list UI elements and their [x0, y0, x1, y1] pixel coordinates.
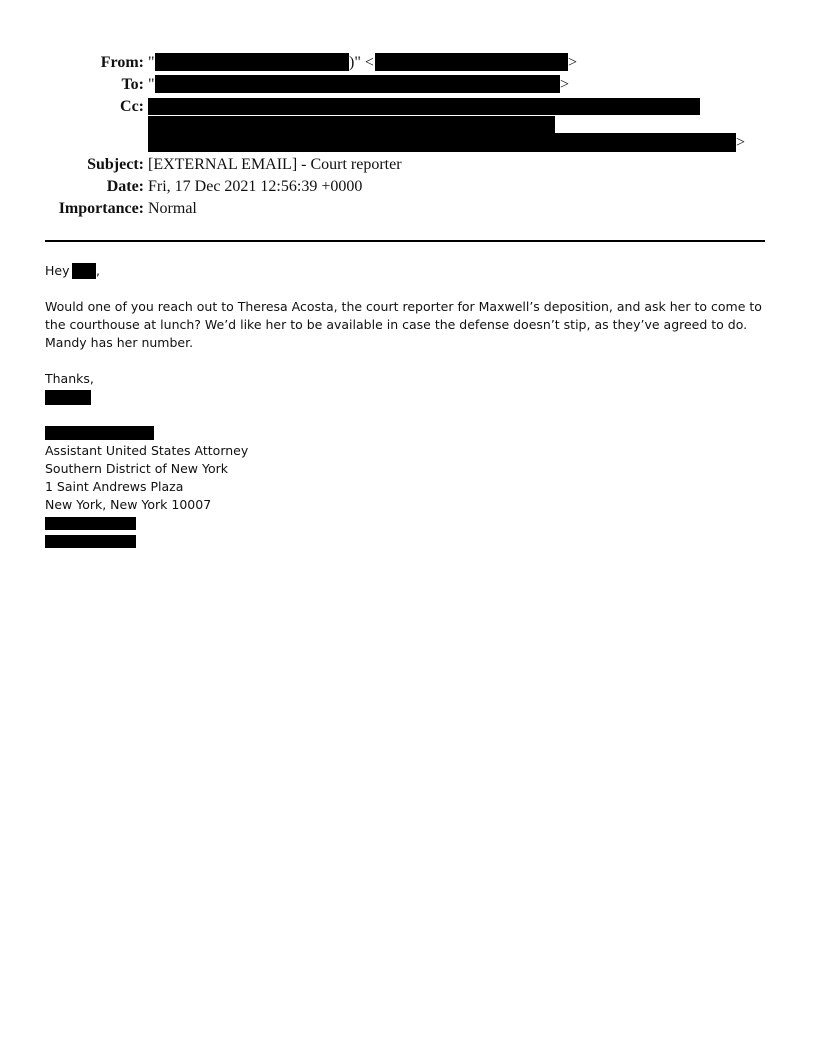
- to-label: To:: [121, 76, 144, 93]
- closing: Thanks,: [45, 371, 94, 386]
- greeting-name-redaction: [72, 263, 96, 279]
- subject-value: [EXTERNAL EMAIL] - Court reporter: [148, 156, 402, 173]
- signature-title: Assistant United States Attorney: [45, 443, 249, 458]
- header-divider: [45, 240, 765, 242]
- sender-fullname-redaction: [45, 426, 154, 440]
- to-close: >: [560, 76, 570, 93]
- greeting-suffix: ,: [96, 263, 100, 278]
- message-paragraph: Would one of you reach out to Theresa Acosta, the court reporter for Maxwell’s deposition, and ask her to come to the courthouse at lunch? We’d like her to be available in case the defense doesn’t stip, as they’ve agreed to do. Mandy has her number.: [45, 299, 762, 350]
- from-mid: )" <: [349, 54, 374, 71]
- sender-firstname-redaction: [45, 390, 91, 405]
- from-close: >: [568, 54, 578, 71]
- importance-row: [0, 198, 816, 220]
- from-label: From:: [100, 54, 144, 71]
- signature-address-line2: New York, New York 10007: [45, 497, 212, 512]
- signature-email-redaction: [45, 535, 136, 548]
- to-open-quote: ": [148, 76, 155, 93]
- signature-address-line1: 1 Saint Andrews Plaza: [45, 479, 184, 494]
- from-email-redaction: [375, 53, 568, 71]
- signature-phone-redaction: [45, 517, 136, 530]
- cc-label: Cc:: [120, 98, 144, 115]
- subject-row: [0, 154, 816, 176]
- from-open-quote: ": [148, 54, 155, 71]
- signature-office: Southern District of New York: [45, 461, 228, 476]
- to-redaction: [155, 75, 560, 93]
- importance-label: Importance:: [58, 200, 144, 217]
- date-label: Date:: [106, 178, 144, 195]
- greeting-prefix: Hey: [45, 263, 70, 278]
- date-value: Fri, 17 Dec 2021 12:56:39 +0000: [148, 178, 363, 195]
- cc-redaction-line3: [148, 133, 736, 152]
- cc-redaction-line1: [148, 98, 700, 115]
- subject-label: Subject:: [87, 156, 144, 173]
- cc-close: >: [736, 134, 746, 151]
- cc-redaction-line2: [148, 116, 555, 133]
- date-row: [0, 176, 816, 198]
- importance-value: Normal: [148, 200, 197, 217]
- from-name-redaction: [155, 53, 349, 71]
